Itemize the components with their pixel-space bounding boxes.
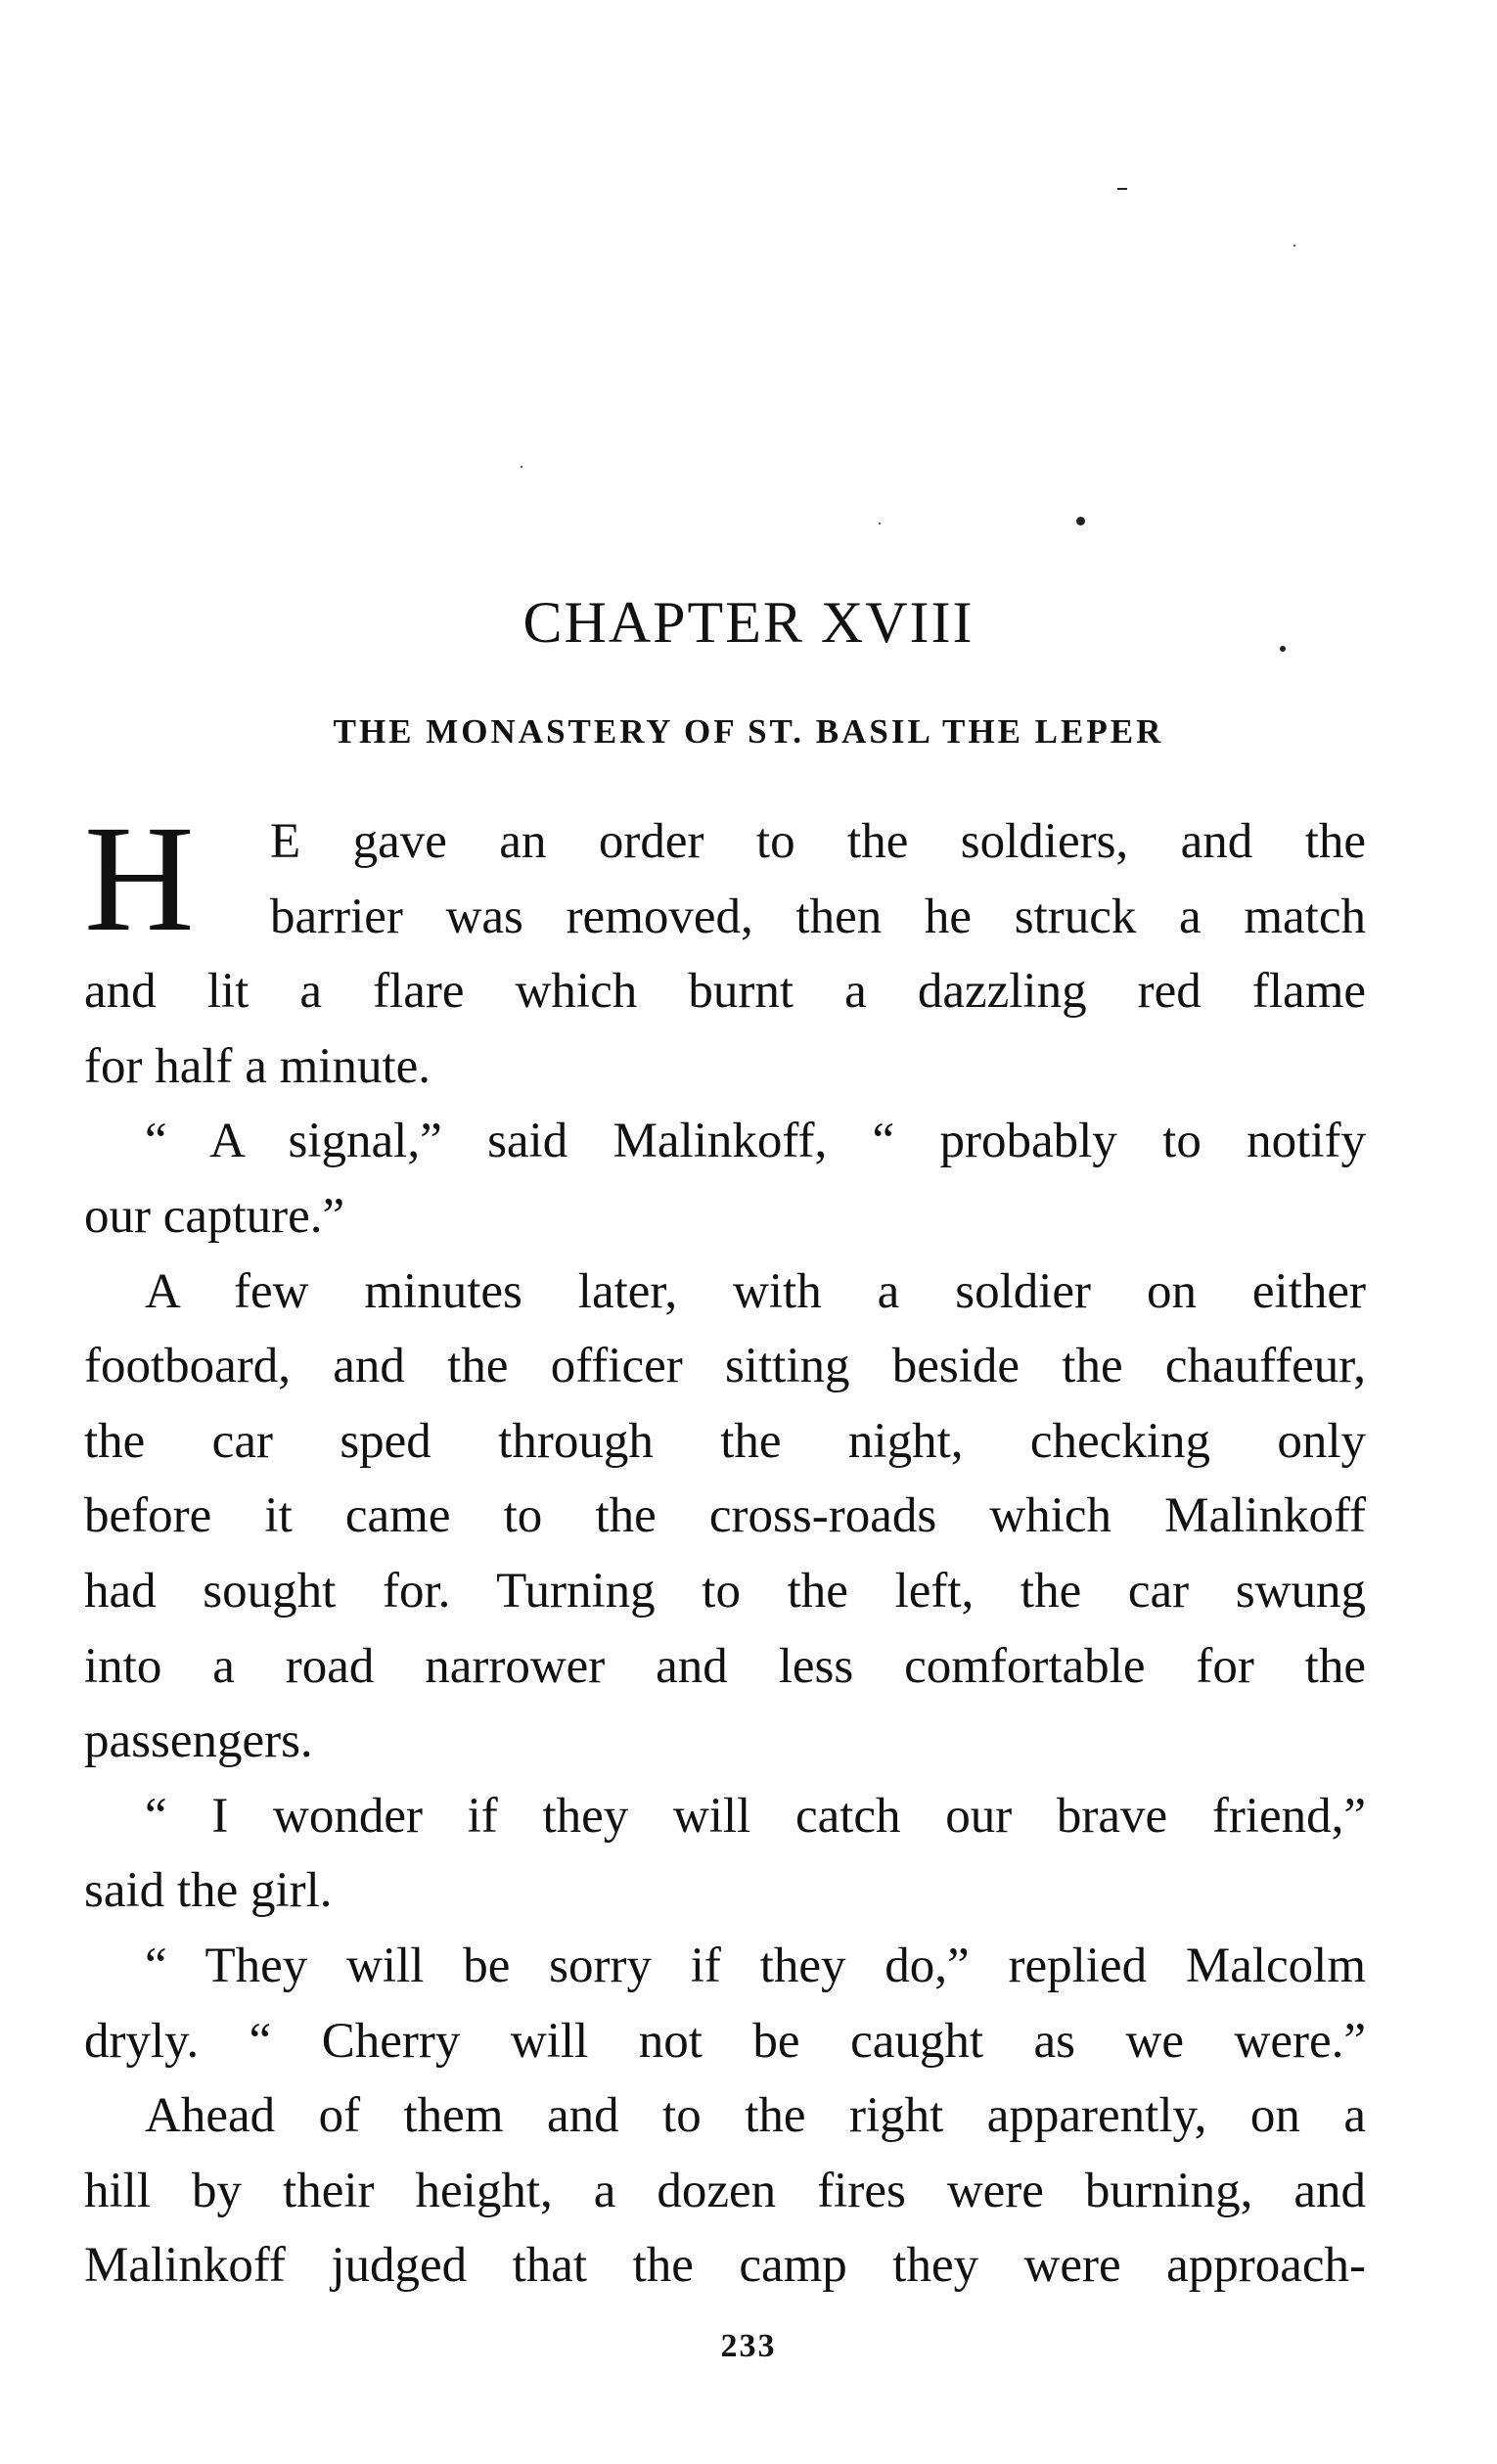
page-number: 233	[720, 2328, 777, 2364]
text-line: Ahead of them and to the right apparently, on a	[145, 2088, 1366, 2144]
text-line: “ I wonder if they will catch our brave friend,”	[145, 1788, 1366, 1844]
text-line: barrier was removed, then he struck a match	[270, 889, 1366, 944]
text-line: before it came to the cross-roads which Malinkoff	[84, 1488, 1366, 1544]
text-line: had sought for. Turning to the left, the car swung	[84, 1563, 1366, 1619]
text-line: said the girl.	[84, 1863, 333, 1919]
text-line: dryly. “ Cherry will not be caught as we were.”	[84, 2013, 1366, 2069]
chapter-title: CHAPTER XVIII	[522, 590, 975, 655]
drop-cap: H	[84, 794, 195, 963]
text-line: “ They will be sorry if they do,” replied Malcolm	[145, 1938, 1366, 1993]
body-text	[84, 794, 1366, 2304]
scan-speck	[521, 466, 522, 468]
scan-speck	[1293, 245, 1295, 247]
text-line: and lit a flare which burnt a dazzling red flame	[84, 964, 1366, 1020]
text-line: footboard, and the officer sitting beside the chauffeur,	[84, 1339, 1366, 1394]
chapter-subtitle: THE MONASTERY OF ST. BASIL THE LEPER	[333, 712, 1164, 751]
text-line: our capture.”	[84, 1188, 345, 1244]
text-line: for half a minute.	[84, 1038, 431, 1094]
scan-speck	[1117, 188, 1127, 190]
text-line: E gave an order to the soldiers, and the	[270, 814, 1366, 869]
scan-speck	[1076, 517, 1085, 525]
text-line: into a road narrower and less comfortable for the	[84, 1638, 1366, 1694]
text-line: “ A signal,” said Malinkoff, “ probably to notify	[145, 1114, 1366, 1169]
text-line: the car sped through the night, checking only	[84, 1413, 1366, 1469]
text-line: Malinkoff judged that the camp they were approach-	[84, 2238, 1366, 2294]
text-line: passengers.	[84, 1713, 313, 1769]
text-line: hill by their height, a dozen fires were burning, and	[84, 2163, 1366, 2218]
text-line: A few minutes later, with a soldier on either	[145, 1263, 1366, 1319]
scan-speck	[879, 523, 881, 525]
